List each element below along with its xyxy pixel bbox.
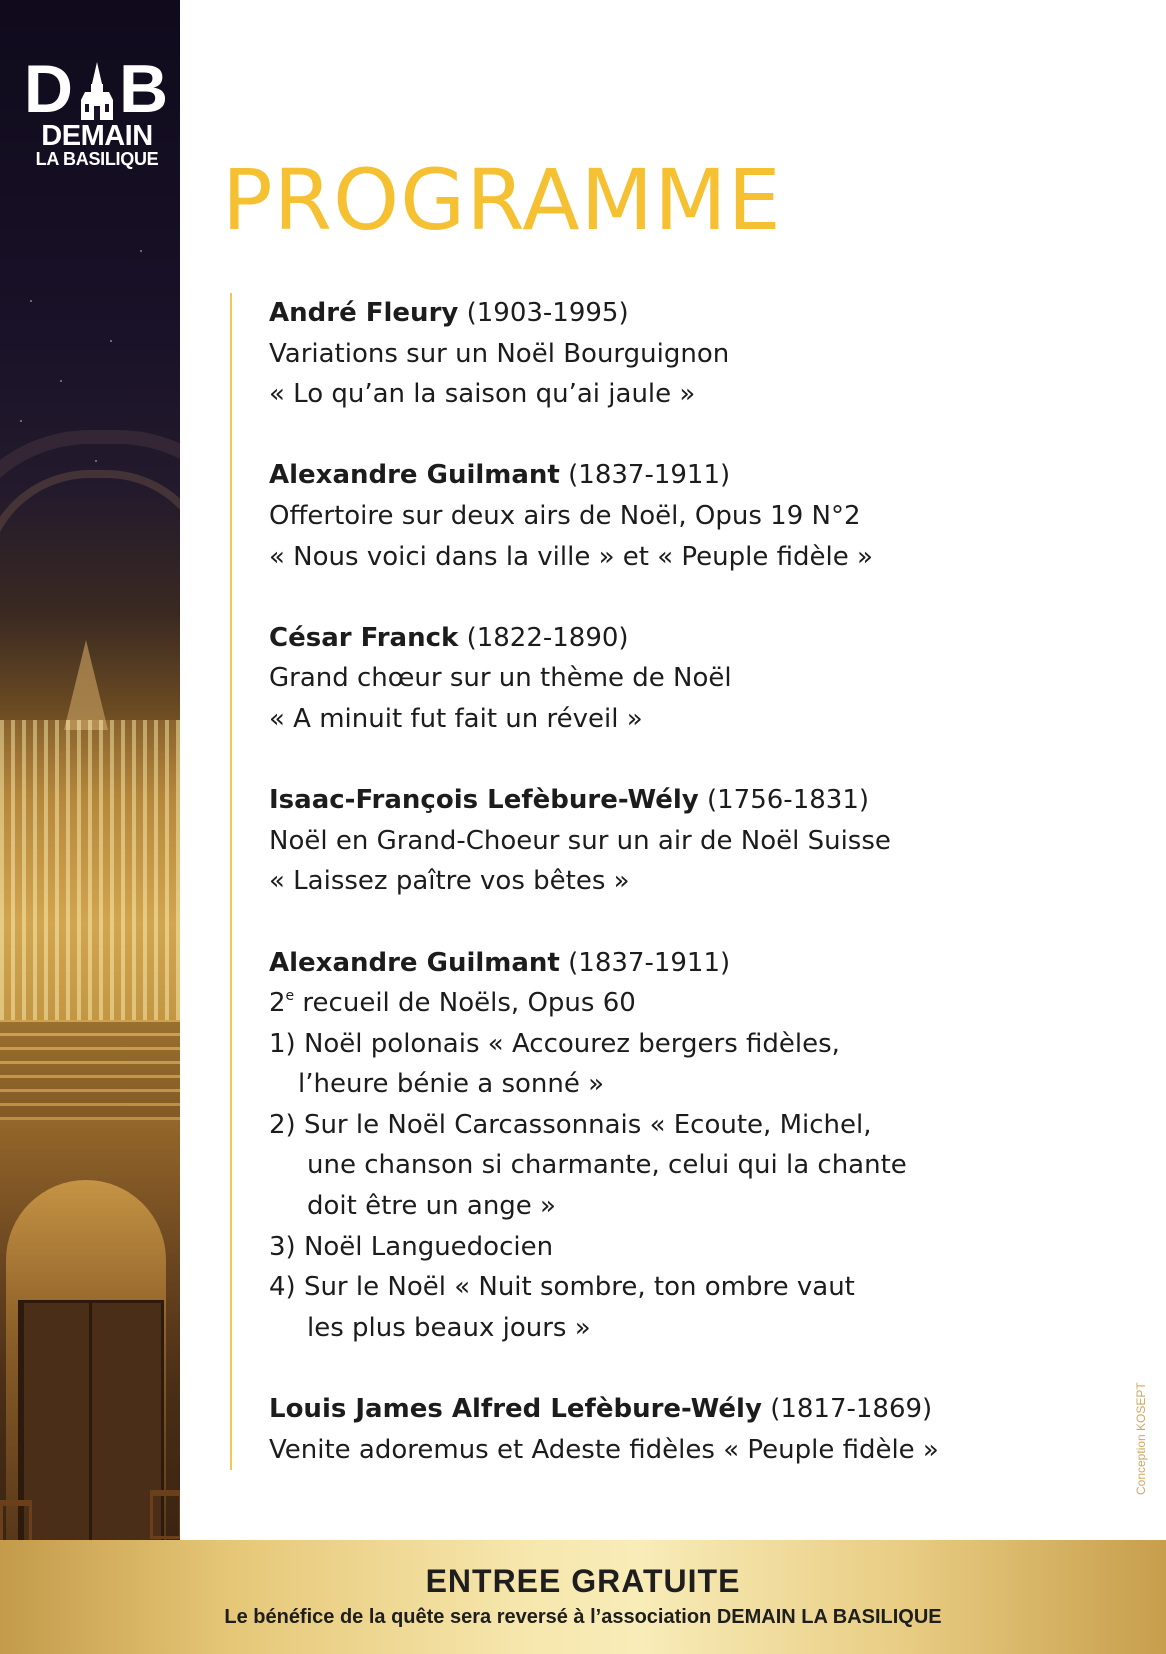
collection-number: 2 <box>269 988 286 1019</box>
piece-line: l’heure bénie a sonné » <box>298 1069 605 1100</box>
composer-dates: (1903-1995) <box>466 298 629 328</box>
piece-header <box>269 780 1129 821</box>
piece-line: 3) Noël Languedocien <box>269 1231 554 1262</box>
composer-name: Isaac-François Lefèbure-Wély <box>269 785 699 816</box>
organ-spire <box>64 640 108 730</box>
collection-name: recueil de Noëls, Opus 60 <box>294 988 636 1019</box>
logo-line-la-basilique: LA BASILIQUE <box>35 149 159 169</box>
piece-line: 1) Noël polonais « Accourez bergers fidèles, <box>269 1028 840 1059</box>
composer-name: Louis James Alfred Lefèbure-Wély <box>269 1394 762 1425</box>
piece-line: doit être un ange » <box>307 1191 556 1222</box>
program-piece <box>269 780 1129 902</box>
composer-dates: (1837-1911) <box>568 947 731 978</box>
composer-dates: (1837-1911) <box>568 460 731 491</box>
design-credit: Conception KOSEPT <box>1134 1382 1148 1495</box>
footer-banner <box>0 1540 1166 1654</box>
piece-line: Venite adoremus et Adeste fidèles « Peuple fidèle » <box>269 1434 939 1465</box>
composer-dates: (1822-1890) <box>466 622 629 653</box>
program-piece <box>269 618 1129 740</box>
piece-line: « A minuit fut fait un réveil » <box>269 703 643 734</box>
composer-name: André Fleury <box>269 298 459 328</box>
free-entry-headline: ENTREE GRATUITE <box>425 1563 741 1599</box>
piece-header <box>269 1389 1129 1430</box>
organ-pipes <box>0 720 180 1020</box>
piece-line: Offertoire sur deux airs de Noël, Opus 19 N°2 <box>269 500 861 531</box>
piece-line: 2) Sur le Noël Carcassonnais « Ecoute, Michel, <box>269 1109 872 1140</box>
ordinal-suffix: e <box>285 988 295 1005</box>
organ-case <box>0 1020 180 1120</box>
program-piece <box>269 943 1129 1349</box>
collection-title <box>269 983 1129 1024</box>
composer-dates: (1817-1869) <box>770 1394 933 1425</box>
piece-line: les plus beaux jours » <box>307 1312 591 1343</box>
demain-la-basilique-logo <box>22 51 172 169</box>
piece-header <box>269 455 1129 496</box>
program-piece <box>269 1389 1129 1470</box>
piece-line: « Laissez paître vos bêtes » <box>269 866 630 897</box>
program-piece <box>269 455 1129 577</box>
piece-line: Variations sur un Noël Bourguignon <box>269 338 730 369</box>
composer-name: Alexandre Guilmant <box>269 460 560 491</box>
program-list <box>230 293 1129 1470</box>
piece-header <box>269 943 1129 984</box>
logo-letter-d: D <box>23 51 75 127</box>
piece-line: Noël en Grand-Choeur sur un air de Noël Suisse <box>269 825 891 856</box>
piece-header <box>269 293 1129 334</box>
piece-line: Grand chœur sur un thème de Noël <box>269 663 732 694</box>
piece-header <box>269 618 1129 659</box>
wooden-door <box>18 1300 164 1540</box>
piece-line: « Nous voici dans la ville » et « Peuple fidèle » <box>269 541 873 572</box>
chair <box>0 1500 32 1540</box>
piece-line: 4) Sur le Noël « Nuit sombre, ton ombre vaut <box>269 1272 855 1303</box>
piece-line: une chanson si charmante, celui qui la chante <box>307 1150 907 1181</box>
collection-note: Le bénéfice de la quête sera reversé à l’association DEMAIN LA BASILIQUE <box>224 1606 942 1628</box>
basilica-photo-band <box>0 0 180 1540</box>
chair <box>150 1490 180 1539</box>
logo-letter-b: B <box>119 51 171 127</box>
piece-line: « Lo qu’an la saison qu’ai jaule » <box>269 379 696 410</box>
basilica-icon <box>77 62 117 120</box>
program-piece <box>269 293 1129 415</box>
composer-name: Alexandre Guilmant <box>269 947 560 978</box>
composer-dates: (1756-1831) <box>707 785 870 816</box>
logo-line-demain: DEMAIN <box>41 120 153 152</box>
page-title: PROGRAMME <box>222 151 782 249</box>
composer-name: César Franck <box>269 622 459 653</box>
